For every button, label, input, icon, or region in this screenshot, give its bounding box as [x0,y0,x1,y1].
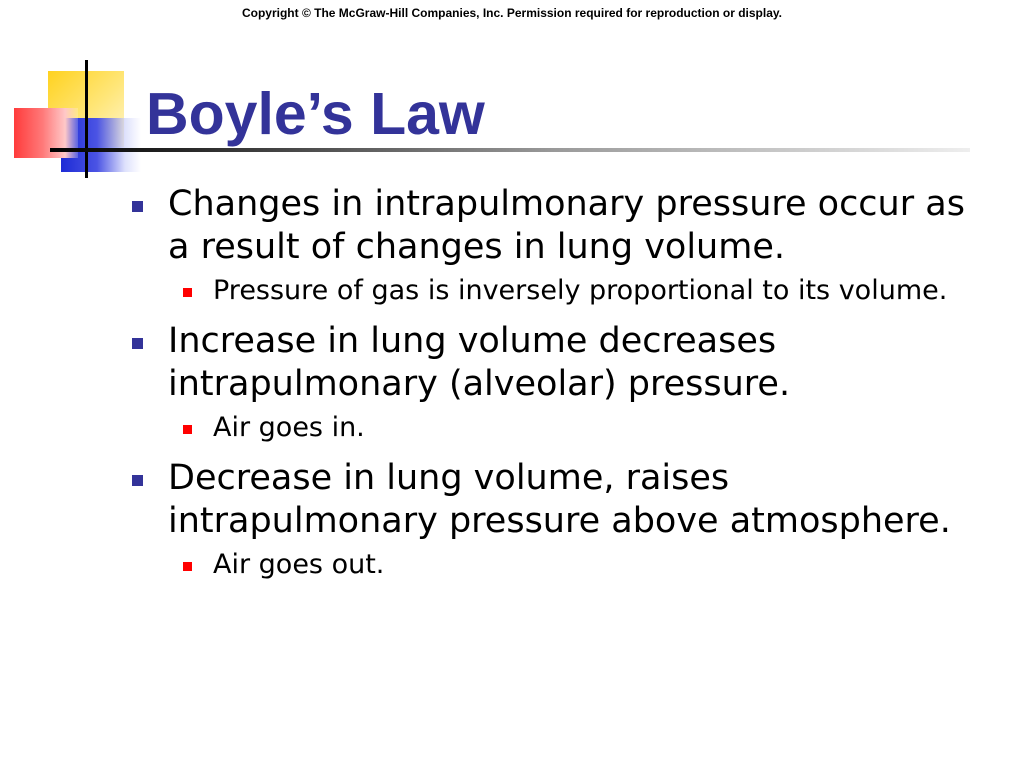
sub-bullet-text: Air goes in. [213,412,365,443]
bullet-list [130,183,990,583]
square-bullet-icon [132,201,143,212]
square-bullet-icon [132,338,143,349]
square-bullet-icon [183,288,192,297]
bullet-item [130,457,990,543]
square-bullet-icon [183,425,192,434]
sub-bullet-text: Air goes out. [213,549,385,580]
bullet-item [130,320,990,406]
bullet-text: Decrease in lung volume, raises intrapulmonary pressure above atmosphere. [168,458,951,541]
sub-bullet-item [130,410,990,446]
square-bullet-icon [132,475,143,486]
sub-bullet-text: Pressure of gas is inversely proportional to its volume. [213,275,948,306]
square-bullet-icon [183,562,192,571]
slide-title: Boyle’s Law [146,81,485,147]
bullet-text: Increase in lung volume decreases intrapulmonary (alveolar) pressure. [168,321,791,404]
copyright-notice: Copyright © The McGraw-Hill Companies, Inc. Permission required for reproduction or display. [241,6,783,20]
sub-bullet-item [130,547,990,583]
logo-vertical-line [85,60,88,178]
bullet-text: Changes in intrapulmonary pressure occur as a result of changes in lung volume. [168,184,965,267]
title-underline [50,148,970,152]
sub-bullet-item [130,273,990,309]
bullet-item [130,183,990,269]
